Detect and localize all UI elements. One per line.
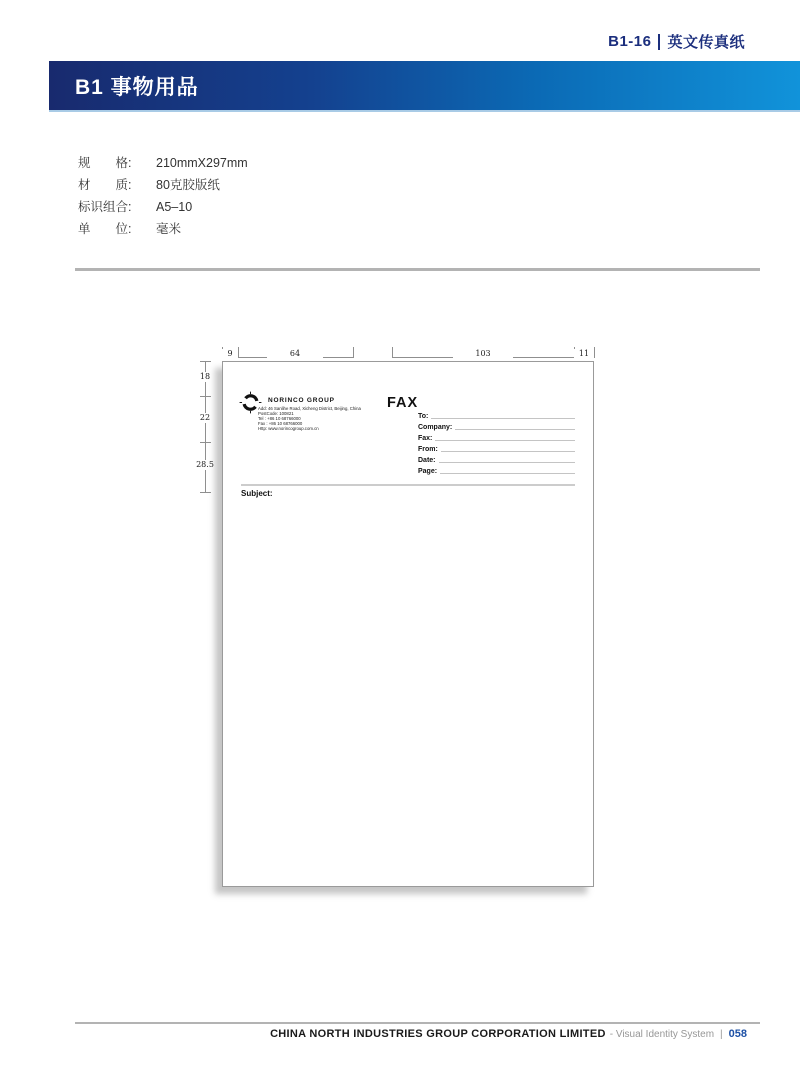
page-number: 058 [728,1028,747,1040]
fax-field-row [418,431,575,442]
address-block [258,407,361,432]
dimension-tick [392,347,393,358]
fax-field-line [435,440,575,441]
spec-row [78,154,248,172]
section-code: B1-16 [608,33,652,50]
fax-field-label: Date: [418,457,436,464]
spec-label: 标识组合: [78,200,132,214]
section-heading [608,31,745,52]
dimension-tick [200,396,211,397]
fax-paper-mockup [222,361,594,887]
address-line: PostCode: 100821 [258,410,294,416]
section-separator [658,34,660,50]
fax-field-label: Fax: [418,435,433,442]
dimension-label: 9 [222,349,238,359]
fax-field-row [418,420,575,431]
fax-field-label: Company: [418,424,453,431]
section-title: 英文传真纸 [667,34,745,51]
dimension-tick [200,442,211,443]
footer-suffix: - Visual Identity System [609,1029,715,1040]
spec-value: 毫米 [156,222,182,236]
fax-field-row [418,442,575,453]
section-divider [75,268,760,271]
fax-field-line [439,462,575,463]
spec-list [78,154,248,242]
dimension-tick [200,492,211,493]
spec-value: 210mmX297mm [156,156,248,170]
fax-field-row [418,453,575,464]
fax-field-label: To: [418,413,429,420]
dimension-label: 18 [192,372,218,382]
fax-field-line [431,418,575,419]
footer-divider [75,1022,760,1024]
dimension-label: 22 [192,413,218,423]
dimension-label: 103 [453,349,513,359]
spec-label: 规 格: [78,156,132,170]
address-line: Tel : +86 10 68766000 [258,415,301,421]
footer-company: CHINA NORTH INDUSTRIES GROUP CORPORATION LIMITED [270,1028,606,1040]
subject-label: Subject: [241,489,273,498]
fax-field-label: Page: [418,468,438,475]
dimension-tick [200,361,211,362]
spec-label: 单 位: [78,222,132,236]
dimension-label: 28.5 [190,460,220,470]
dimension-tick [594,347,595,358]
brand-name: NORINCO GROUP [268,397,335,404]
address-line: Http: www.norincogroup.com.cn [258,425,319,431]
fax-field-row [418,409,575,420]
dimension-tick [353,347,354,358]
footer-separator: | [720,1029,723,1040]
chapter-title: B1 事物用品 [75,75,199,99]
fax-field-line [440,473,575,474]
dimension-tick [238,347,239,358]
fax-field-line [441,451,575,452]
spec-row [78,220,248,238]
dimension-label: 64 [267,349,323,359]
fax-field-row [418,464,575,475]
spec-value: A5–10 [156,200,193,214]
fax-title: FAX [387,395,419,411]
subject-divider [241,484,575,486]
address-line: Add: 46 Sanlihe Road, Xicheng District, Beijing, China [258,406,361,411]
chapter-banner [49,61,800,112]
address-line: Fax : +86 10 68766000 [258,420,303,426]
fax-field-line [455,429,575,430]
fax-field-label: From: [418,446,438,453]
spec-row [78,176,248,194]
dimension-label: 11 [574,349,594,359]
footer [270,1028,747,1040]
spec-value: 80克胶版纸 [156,178,220,192]
spec-label: 材 质: [78,178,132,192]
spec-row [78,198,248,216]
